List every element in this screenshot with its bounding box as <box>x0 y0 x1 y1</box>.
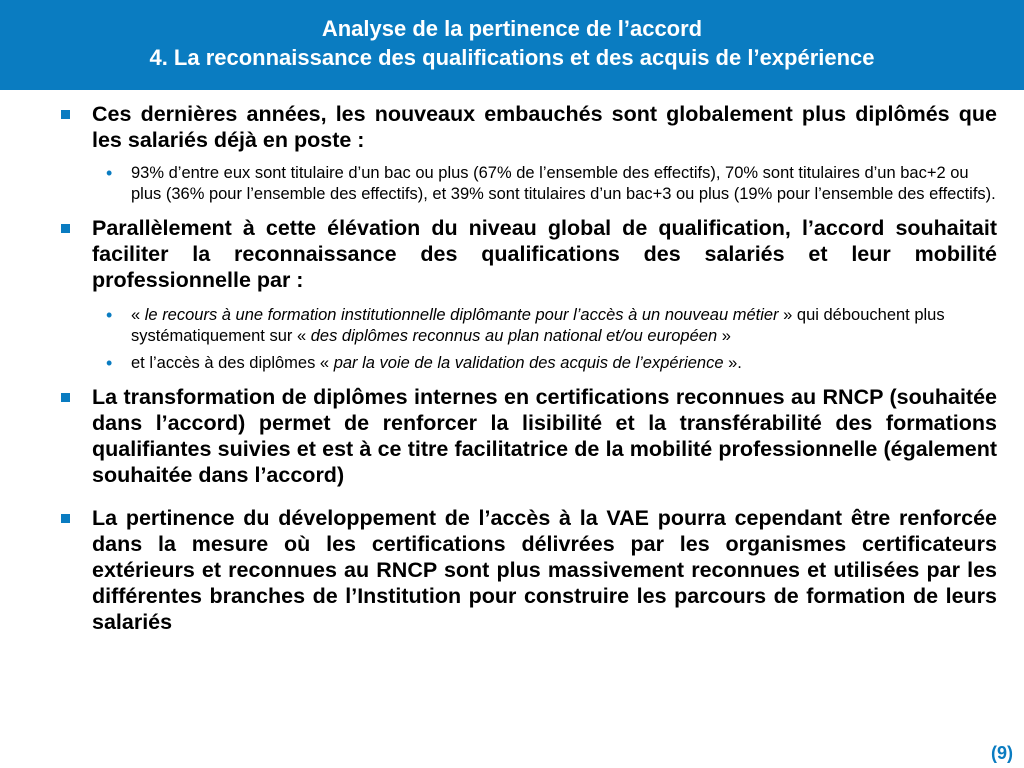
sub-bullet-text: 93% d’entre eux sont titulaire d’un bac ou plus (67% de l’ensemble des effectifs), 70% sont titulaires d’un bac+2 ou plus (36% pour l’ensemble des effectifs), et 39% sont titulaires d’un bac+3 ou plus (19% pour l’ensemble des effectifs). <box>131 164 996 203</box>
bullet-item-2 <box>56 215 997 293</box>
slide-header <box>0 0 1024 90</box>
slide-content <box>56 98 997 635</box>
sub-bullet-2-2 <box>56 353 997 374</box>
bullet-text: La transformation de diplômes internes en certifications reconnues au RNCP (souhaitée dans l’accord) permet de renforcer la lisibilité et la transférabilité des formations qualifiantes suivies et est à ce titre facilitatrice de la mobilité professionnelle (également souhaitée dans l’accord) <box>92 385 997 487</box>
dot-bullet-icon: • <box>106 305 113 325</box>
sub-bullet-1-1 <box>56 163 997 205</box>
quote-open: « <box>131 306 145 324</box>
sub-bullet-middle: » qui débouchent plus systématiquement sur « <box>131 306 945 345</box>
sub-bullet-suffix: ». <box>723 354 742 372</box>
square-bullet-icon <box>61 110 70 119</box>
dot-bullet-icon: • <box>106 163 113 183</box>
sub-bullet-prefix: et l’accès à des diplômes « <box>131 354 334 372</box>
square-bullet-icon <box>61 514 70 523</box>
bullet-text: Ces dernières années, les nouveaux embauchés sont globalement plus diplômés que les salariés déjà en poste : <box>92 102 997 152</box>
sub-bullet-text <box>131 306 945 345</box>
italic-phrase: le recours à une formation institutionnelle diplômante pour l’accès à un nouveau métier <box>144 306 779 324</box>
square-bullet-icon <box>61 393 70 402</box>
sub-bullet-text <box>131 354 742 372</box>
slide-subtitle: 4. La reconnaissance des qualifications et des acquis de l’expérience <box>149 45 875 70</box>
bullet-item-4 <box>56 505 997 635</box>
page-number: (9) <box>991 743 1013 763</box>
bullet-item-1 <box>56 101 997 153</box>
square-bullet-icon <box>61 224 70 233</box>
italic-phrase: des diplômes reconnus au plan national et/ou européen <box>310 327 718 345</box>
bullet-item-3 <box>56 384 997 488</box>
bullet-text: Parallèlement à cette élévation du niveau global de qualification, l’accord souhaitait faciliter la reconnaissance des qualifications des salariés et leur mobilité professionnelle par : <box>92 216 997 292</box>
sub-bullet-2-1 <box>56 305 997 347</box>
italic-phrase: par la voie de la validation des acquis de l’expérience <box>333 354 724 372</box>
dot-bullet-icon: • <box>106 353 113 373</box>
slide-title: Analyse de la pertinence de l’accord <box>321 16 703 41</box>
quote-close: » <box>717 327 731 345</box>
bullet-text: La pertinence du développement de l’accès à la VAE pourra cependant être renforcée dans la mesure où les certifications délivrées par les organismes certificateurs extérieurs et reconnues au RNCP sont plus massivement reconnues et utilisées par les différentes branches de l’Institution pour construire les parcours de formation de leurs salariés <box>92 506 997 634</box>
